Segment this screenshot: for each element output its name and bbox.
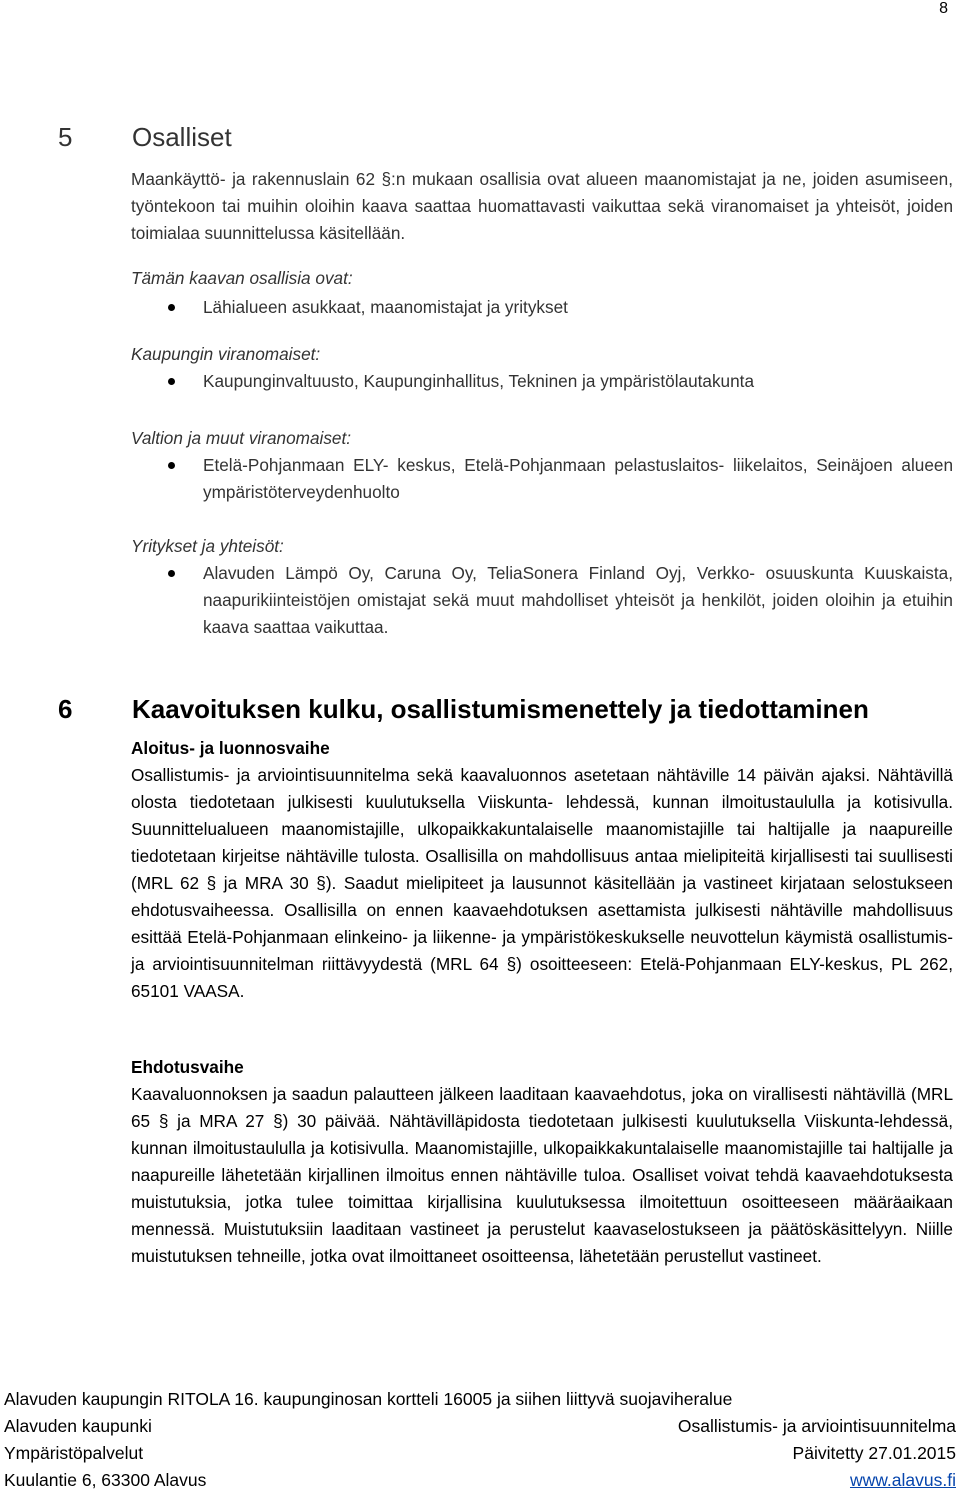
section-5-number: 5 <box>58 122 73 152</box>
footer-organization: Alavuden kaupunki <box>4 1416 152 1436</box>
footer-updated-date: Päivitetty 27.01.2015 <box>792 1443 956 1463</box>
group-label: Tämän kaavan osallisia ovat: <box>131 268 353 288</box>
footer-project-title: Alavuden kaupungin RITOLA 16. kaupunginosan kortteli 16005 ja siihen liittyvä suojaviheralue <box>4 1389 733 1409</box>
phase-2-heading: Ehdotusvaihe <box>131 1057 244 1077</box>
list-item: Kaupunginvaltuusto, Kaupunginhallitus, Tekninen ja ympäristölautakunta <box>131 368 953 395</box>
bullet-icon <box>168 570 175 577</box>
section-5-title: Osalliset <box>132 122 232 152</box>
section-5-heading <box>58 122 232 153</box>
list-item: Etelä-Pohjanmaan ELY- keskus, Etelä-Pohjanmaan pelastuslaitos- liikelaitos, Seinäjoen alueen ympäristöterveydenhuolto <box>131 452 953 506</box>
bullet-icon <box>168 378 175 385</box>
phase-1-heading: Aloitus- ja luonnosvaihe <box>131 738 330 758</box>
footer-document-type: Osallistumis- ja arviointisuunnitelma <box>677 1416 956 1436</box>
section-5-intro: Maankäyttö- ja rakennuslain 62 §:n mukaan osallisia ovat alueen maanomistajat ja ne, joiden asumiseen, työntekoon tai muihin oloihin kaava saattaa huomattavasti vaikuttaa sekä viranomaiset ja yhteisöt, joiden toimialaa suunnittelussa käsitellään. <box>131 169 953 243</box>
footer-department: Ympäristöpalvelut <box>4 1443 144 1463</box>
phase-2-text: Kaavaluonnoksen ja saadun palautteen jälkeen laaditaan kaavaehdotus, joka on virallisesti nähtävillä (MRL 65 § ja MRA 27 §) 30 päivää. Nähtävilläpidosta tiedotetaan julkisesti kuulutuksella Viiskunta-lehdessä, kunnan ilmoitustaululla ja kotisivulla. Maanomistajille, ulkopaikkakuntalaiselle maanomistajille tai haltijalle ja naapureille lähetetään kirjallinen ilmoitus ennen nähtäville tuloa. Osalliset voivat tehdä kaavaehdotuksesta muistutuksia, jotka tulee toimittaa kirjallisina kuulutuksessa ilmoitettuun osoitteeseen määräaikaan mennessä. Muistutuksiin laaditaan vastineet ja perustelut kaavaselostukseen ja päätöskäsittelyyn. Niille muistutuksen tehneille, jotka ovat ilmoittaneet osoitteensa, lähetetään perustellut vastineet. <box>131 1084 953 1266</box>
section-6-heading <box>58 694 869 725</box>
bullet-icon <box>168 304 175 311</box>
list-item: Alavuden Lämpö Oy, Caruna Oy, TeliaSonera Finland Oyj, Verkko- osuuskunta Kuuskaista, naapurikiinteistöjen omistajat sekä muut mahdolliset yhteisöt ja henkilöt, joiden oloihin ja etuihin kaava saattaa vaikuttaa. <box>131 560 953 641</box>
section-6-number: 6 <box>58 694 73 724</box>
footer-address: Kuulantie 6, 63300 Alavus <box>4 1470 207 1490</box>
section-6-title: Kaavoituksen kulku, osallistumismenettely ja tiedottaminen <box>132 694 869 724</box>
footer-website-link[interactable]: www.alavus.fi <box>849 1470 956 1490</box>
group-osalliset <box>131 265 953 321</box>
group-kaupungin-viranomaiset <box>131 341 953 395</box>
list-item: Lähialueen asukkaat, maanomistajat ja yritykset <box>131 294 953 321</box>
group-label: Valtion ja muut viranomaiset: <box>131 428 352 448</box>
page-footer <box>4 1386 956 1494</box>
group-yritykset <box>131 533 953 641</box>
group-label: Kaupungin viranomaiset: <box>131 344 321 364</box>
bullet-icon <box>168 462 175 469</box>
page-number: 8 <box>939 0 948 17</box>
phase-1-text: Osallistumis- ja arviointisuunnitelma sekä kaavaluonnos asetetaan nähtäville 14 päivän ajaksi. Nähtävillä olosta tiedotetaan julkisesti kuulutuksella Viiskunta- lehdessä, kunnan ilmoitustaululla ja kotisivulla. Suunnittelualueen maanomistajille, ulkopaikkakuntalaiselle maanomistajille tai haltijalle ja naapureille tiedotetaan kirjeitse nähtäville tulosta. Osallisilla on mahdollisuus antaa mielipiteitä kirjallisesti tai suullisesti (MRL 62 § ja MRA 30 §). Saadut mielipiteet ja lausunnot käsitellään ja vastineet kirjataan selostukseen ehdotusvaiheessa. Osallisilla on ennen kaavaehdotuksen asettamista julkisesti nähtäville mahdollisuus esittää Etelä-Pohjanmaan elinkeino- ja liikenne- ja ympäristökeskukselle neuvottelun käymistä osallistumis- ja arviointisuunnitelman riittävyydestä (MRL 64 §) osoitteeseen: Etelä-Pohjanmaan ELY-keskus, PL 262, 65101 VAASA. <box>131 765 953 1001</box>
group-label: Yritykset ja yhteisöt: <box>131 536 284 556</box>
group-valtion-viranomaiset <box>131 425 953 506</box>
